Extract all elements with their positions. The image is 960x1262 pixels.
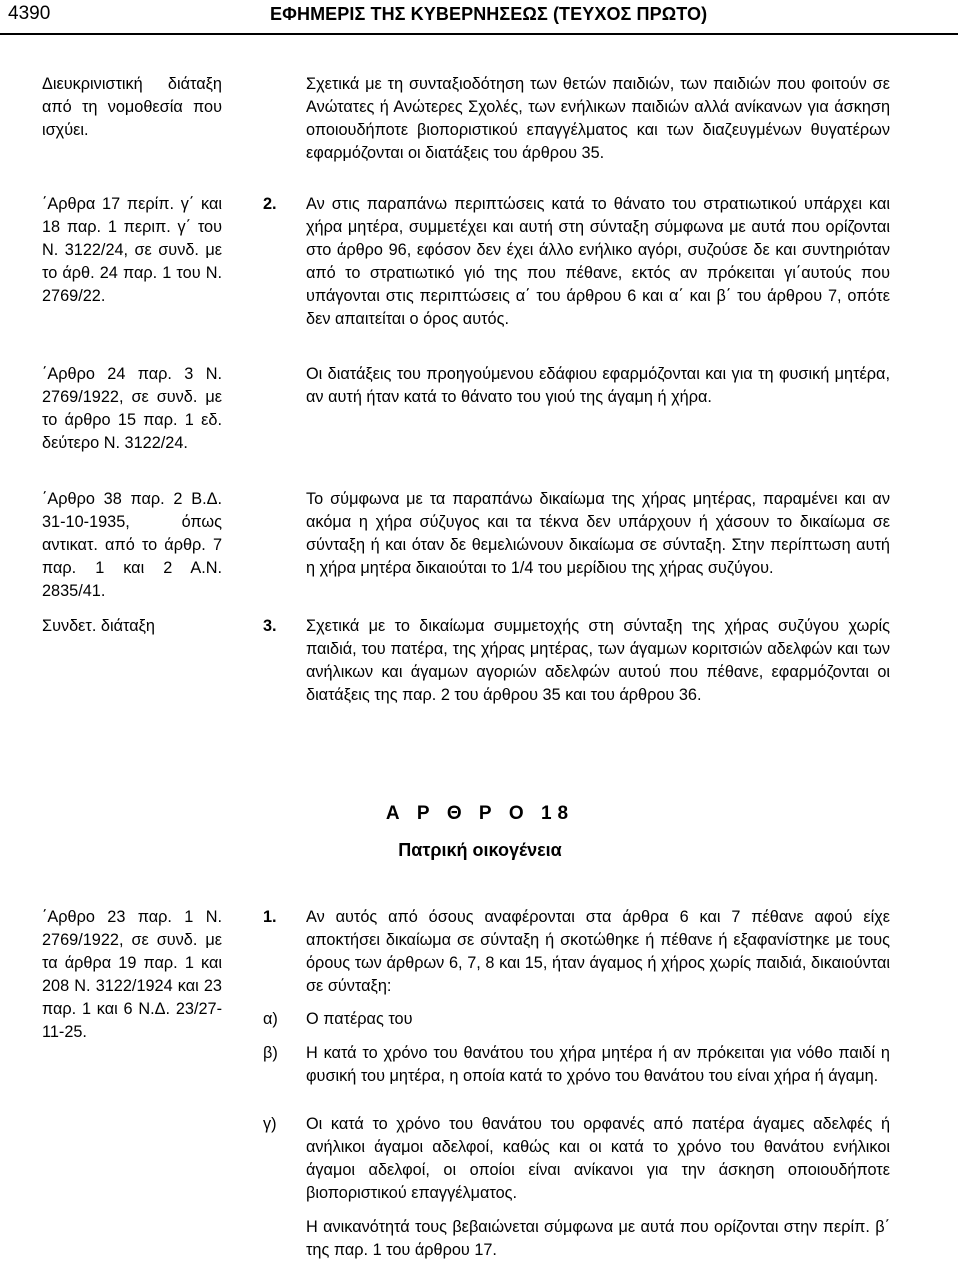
margin-note: Διευκρινιστική διάταξη από τη νομοθεσία που ισχύει.: [42, 75, 222, 139]
margin-note: Συνδετ. διάταξη: [42, 617, 155, 635]
article-subtitle: Πατρική οικογένεια: [398, 840, 562, 860]
item-label: β): [263, 1044, 278, 1062]
paragraph-number: 1.: [263, 908, 277, 926]
paragraph: Σχετικά με τη συνταξιοδότηση των θετών παιδιών, των παιδιών που φοιτούν σε Ανώτατες ή Ανώτερες Σχολές, των ενήλικων παιδιών αλλά ανίκανων για άσκηση οποιουδήποτε βιοποριστικού επαγγέλματος και των διαζευγμένων θυγατέρων εφαρμόζονται οι διατάξεις του άρθρου 35.: [306, 75, 890, 162]
list-item: Οι κατά το χρόνο του θανάτου του ορφανές από πατέρα άγαμες αδελφές ή ανήλικοι άγαμοι αδελφοί, καθώς και οι κατά το χρόνο του θανάτου ενήλικοι άγαμοι αδελφοί, οι οποίοι είναι ανίκανοι για την άσκηση οποιουδήποτε βιοποριστικού επαγγέλματος.: [306, 1115, 890, 1202]
paragraph: Αν αυτός από όσους αναφέρονται στα άρθρα 6 και 7 πέθανε αφού είχε αποκτήσει δικαίωμα σε σύνταξη ή σκοτώθηκε ή πέθανε ή εξαφανίστηκε με τους όρους των άρθρων 6, 7, 8 και 15, ήταν άγαμος ή χήρος χωρίς παιδιά, δικαιούνται σε σύνταξη:: [306, 908, 890, 995]
list-item: Ο πατέρας του: [306, 1010, 413, 1028]
margin-note: ΄Αρθρο 38 παρ. 2 Β.Δ. 31-10-1935, όπως αντικατ. από το άρθρ. 7 παρ. 1 και 2 Α.Ν. 2835/41.: [42, 490, 222, 600]
margin-note: ΄Αρθρο 24 παρ. 3 Ν. 2769/1922, σε συνδ. με το άρθρο 15 παρ. 1 εδ. δεύτερο Ν. 3122/24.: [42, 365, 222, 452]
paragraph: Αν στις παραπάνω περιπτώσεις κατά το θάνατο του στρατιωτικού υπάρχει και χήρα μητέρα, συμμετέχει και αυτή στη σύνταξη σύμφωνα με αυτά που ορίζονται στο άρθρο 96, εφόσον δεν έχει άλλο ενήλικο αγόρι, συζούσε δε και συντηριόταν από το στρατιωτικό γιό της που πέθανε, εκτός αν πρόκειται γι΄αυτούς που υπάγονται στις περιπτώσεις α΄ του άρθρου 6 και α΄ και β΄ του άρθρου 7, οπότε δεν απαιτείται ο όρος αυτός.: [306, 195, 890, 328]
paragraph: Το σύμφωνα με τα παραπάνω δικαίωμα της χήρας μητέρας, παραμένει και αν ακόμα η χήρα σύζυγος και τα τέκνα δεν υπάρχουν ή χάσουν το δικαίωμα σε σύνταξη ή και όταν δε θεμελιώνουν δικαίωμα σε σύνταξη. Στην περίπτωση αυτή η χήρα μητέρα δικαιούται το 1/4 του μερίδιου της χήρας συζύγου.: [306, 490, 890, 577]
header-rule: [0, 33, 958, 35]
list-item: Η κατά το χρόνο του θανάτου του χήρα μητέρα ή αν πρόκειται για νόθο παιδί η φυσική του μητέρα, η οποία κατά το χρόνο του θανάτου του είναι χήρα ή άγαμη.: [306, 1044, 890, 1085]
article-title: Α Ρ Θ Ρ Ο 18: [385, 803, 575, 824]
page-number: 4390: [8, 3, 51, 24]
margin-note: ΄Αρθρο 23 παρ. 1 Ν. 2769/1922, σε συνδ. με τα άρθρα 19 παρ. 1 και 208 Ν. 3122/1924 και 23 παρ. 1 και 6 Ν.Δ. 23/27-11-25.: [42, 908, 222, 1041]
paragraph-number: 3.: [263, 617, 277, 635]
margin-note: ΄Αρθρα 17 περίπ. γ΄ και 18 παρ. 1 περιπ. γ΄ του Ν. 3122/24, σε συνδ. με το άρθ. 24 παρ. 1 του Ν. 2769/22.: [42, 195, 222, 305]
paragraph: Οι διατάξεις του προηγούμενου εδάφιου εφαρμόζονται και για τη φυσική μητέρα, αν αυτή ήταν κατά το θάνατο του γιού της άγαμη ή χήρα.: [306, 365, 890, 406]
item-label: γ): [263, 1115, 277, 1133]
paragraph-number: 2.: [263, 195, 277, 213]
paragraph: Σχετικά με το δικαίωμα συμμετοχής στη σύνταξη της χήρας συζύγου χωρίς παιδιά, του πατέρα, της χήρας μητέρας, των άγαμων κοριτσιών αδελφών και των ανήλικων και άγαμων αγοριών αδελφών αυτού που πέθανε, εφαρμόζονται οι διατάξεις της παρ. 2 του άρθρου 35 και του άρθρου 36.: [306, 617, 890, 704]
gazette-title: ΕΦΗΜΕΡΙΣ ΤΗΣ ΚΥΒΕΡΝΗΣΕΩΣ (ΤΕΥΧΟΣ ΠΡΩΤΟ): [270, 4, 708, 24]
item-label: α): [263, 1010, 278, 1028]
paragraph: Η ανικανότητά τους βεβαιώνεται σύμφωνα με αυτά που ορίζονται στην περίπ. β΄ της παρ. 1 του άρθρου 17.: [306, 1218, 890, 1259]
